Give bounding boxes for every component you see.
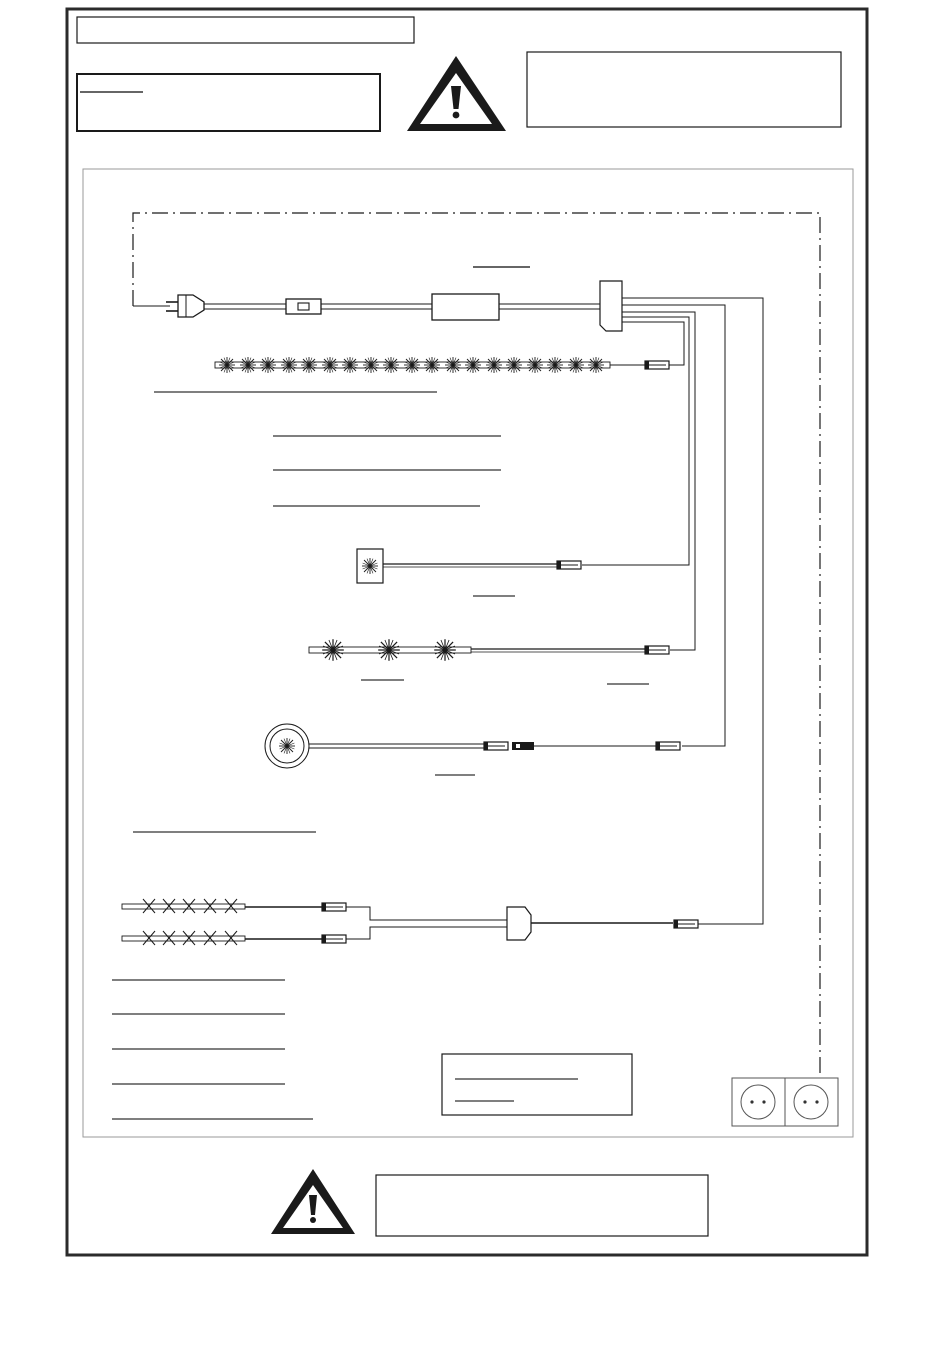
splitter [507, 907, 531, 940]
connector-icon [322, 935, 346, 943]
connector-icon [322, 903, 346, 911]
description-lines [154, 392, 501, 506]
warning-top-box [527, 52, 841, 127]
power-cord [204, 304, 600, 309]
transformer-box [432, 294, 499, 320]
spot-light-square [357, 549, 581, 583]
connector-icon [557, 561, 581, 569]
light-bar [309, 639, 669, 661]
connector-icon [484, 742, 508, 750]
plug-icon [166, 295, 204, 317]
connector-icon [656, 742, 680, 750]
header-box [77, 17, 414, 43]
note-box [77, 74, 380, 131]
connector-icon [645, 646, 669, 654]
light-bar-label-underlines [361, 680, 649, 684]
output-cables [582, 298, 763, 924]
socket-icon [732, 1078, 838, 1126]
connector-icon [645, 361, 669, 369]
bottom-description-lines [112, 980, 313, 1119]
connector-icon [674, 920, 698, 928]
inline-switch [286, 299, 321, 314]
twin-light-strips [122, 899, 698, 945]
warning-bottom-box [376, 1175, 708, 1236]
room-boundary-line [133, 213, 820, 1078]
warning-triangle-icon [407, 56, 506, 131]
warning-triangle-icon [271, 1169, 355, 1234]
round-spot-light [265, 724, 680, 768]
light-strip-top [215, 357, 669, 373]
distributor-hub [600, 281, 622, 331]
legend-box [442, 1054, 632, 1115]
outer-frame [67, 9, 867, 1255]
